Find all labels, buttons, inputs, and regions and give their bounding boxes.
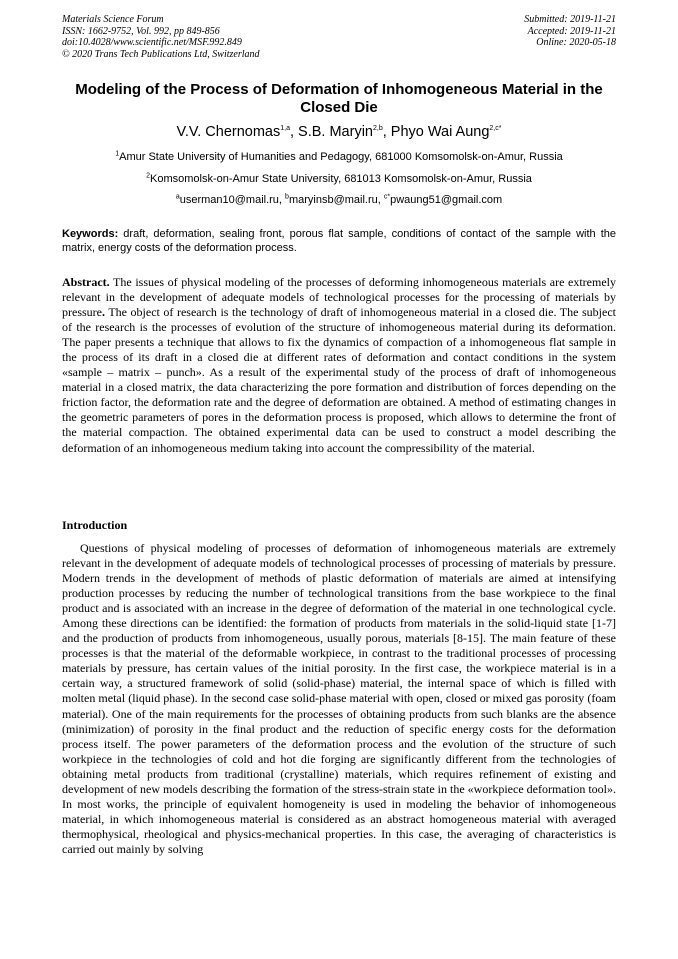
- paper-title: Modeling of the Process of Deformation of Inhomogeneous Material in the Closed Die: [75, 81, 603, 116]
- author-name: S.B. Maryin: [298, 124, 373, 140]
- abstract-bold-dot: .: [101, 305, 105, 320]
- abstract-label: Abstract.: [62, 275, 110, 289]
- affiliation-mark: 1: [115, 150, 120, 158]
- journal-doi: doi:10.4028/www.scientific.net/MSF.992.849: [62, 37, 242, 48]
- email-link[interactable]: maryinsb@mail.ru,: [288, 194, 384, 206]
- author-affiliation-mark: 2,b: [372, 125, 383, 133]
- abstract-section: [62, 275, 616, 456]
- email-link[interactable]: userman10@mail.ru,: [179, 194, 286, 206]
- author-emails: [62, 194, 616, 206]
- introduction-text: Questions of physical modeling of processes of deformation of inhomogeneous materials are extremely relevant in the development of adequate models of technological processes of processing of materials by pressure. Modern trends in the development of methods of plastic deformation of materials are aimed at intensifying production processes by reducing the number of technological transitions from the base workpiece to the final product and is associated with an increase in the degree of deformation of the material in one technological cycle. Among these directions can be identified: the formation of products from materials in the solid-liquid state [1-7] and the production of products from inhomogeneous, usually porous, materials [8-15]. The main feature of these processes is that the material of the deformable workpiece, in contrast to the traditional processes of processing materials by pressure, has certain values of the initial porosity. In the first case, the workpiece material is in a certain way, a structured framework of solid (solid-phase) material, the internal space of which is filled with molten metal (liquid phase). In the second case solid-phase material with open, closed or mixed gas porosity (foam material). One of the main requirements for the processes of obtaining products from such blanks are the absence (minimization) of porosity in the final product and the reduction of specific energy costs for the deformation process itself. The power parameters of the deformation process and the evolution of the structure of such workpiece in the technologies of cold and hot die forging are significantly different from the technologies of obtaining metal products from traditional (crystalline) materials, which requires refinement of existing and development of new models describing the formation of the stress-strain state in the «workpiece deformation tool». In most works, the principle of equivalent homogeneity is used in modeling the behavior of inhomogeneous material, in which inhomogeneous material is considered as an abstract homogeneous material with averaged thermophysical, rheological and physics-mechanical properties. In this case, the averaging of characteristics is carried out mainly by solving: [62, 541, 616, 856]
- author-list: V.V. Chernomas$^{1,a}$, S.B. Maryin$^{2,b}$, Phyo Wai Aung$^{2,c*}$: [176, 124, 502, 140]
- abstract-text: The issues of physical modeling of the processes of deforming inhomogeneous materials are extremely relevant in the development of adequate models of technological processes for the processing of materials by pressure: [62, 275, 616, 320]
- introduction-heading: Introduction: [62, 518, 128, 532]
- affiliation-2: [62, 173, 616, 185]
- email-link[interactable]: pwaung51@gmail.com: [390, 194, 503, 206]
- journal-info: [62, 14, 260, 60]
- journal-issn: ISSN: 1662-9752, Vol. 992, pp 849-856: [62, 25, 220, 37]
- email-mark: b: [285, 193, 289, 201]
- journal-copyright: © 2020 Trans Tech Publications Ltd, Switzerland: [62, 48, 260, 60]
- keywords-label: Keywords:: [62, 228, 119, 240]
- author-name: V.V. Chernomas: [176, 124, 281, 140]
- accepted-date: Accepted: 2019-11-21: [527, 25, 616, 37]
- submitted-date: Submitted: 2019-11-21: [524, 14, 616, 25]
- journal-name: Materials Science Forum: [62, 14, 164, 25]
- submission-dates: [524, 14, 616, 60]
- affiliation-text: Amur State University of Humanities and Pedagogy, 681000 Komsomolsk-on-Amur, Russia: [119, 151, 563, 163]
- affiliation-text: Komsomolsk-on-Amur State University, 681013 Komsomolsk-on-Amur, Russia: [150, 173, 532, 185]
- author-affiliation-mark: 2,c*: [489, 125, 502, 133]
- journal-header: [62, 14, 616, 60]
- email-mark: a: [175, 193, 180, 201]
- keywords-text: draft, deformation, sealing front, porous flat sample, conditions of contact of the sample with the matrix, energy costs of the deformation process.: [62, 228, 616, 254]
- keywords-section: [62, 227, 616, 255]
- abstract-text-cont: The object of research is the technology of draft of inhomogeneous material in a closed die. The subject of the research is the processes of evolution of the structure of inhomogeneous material during its deformation. The paper presents a technique that allows to fix the dynamics of compaction of a inhomogeneous flat sample in the process of its draft in a closed die at different rates of deformation and contact conditions in the system «sample – matrix – punch». As a result of the experimental study of the process of draft of inhomogeneous material in a closed matrix, the data characterizing the pore formation and distribution of forces depending on the friction factor, the deformation rate and the degree of deformation are obtained. A method of estimating changes in the geometric parameters of pores in the deformation process is proposed, which allows to determine the front of the material compaction. The obtained experimental data can be used to construct a model describing the deformation of an inhomogeneous medium taking into account the compressibility of the material.: [62, 305, 616, 455]
- affiliation-mark: 2: [146, 172, 151, 180]
- author-affiliation-mark: 1,a: [280, 125, 290, 133]
- affiliation-1: [62, 151, 616, 163]
- author-name: Phyo Wai Aung: [390, 124, 490, 140]
- email-mark: c*: [383, 193, 391, 201]
- online-date: Online: 2020-05-18: [536, 37, 616, 48]
